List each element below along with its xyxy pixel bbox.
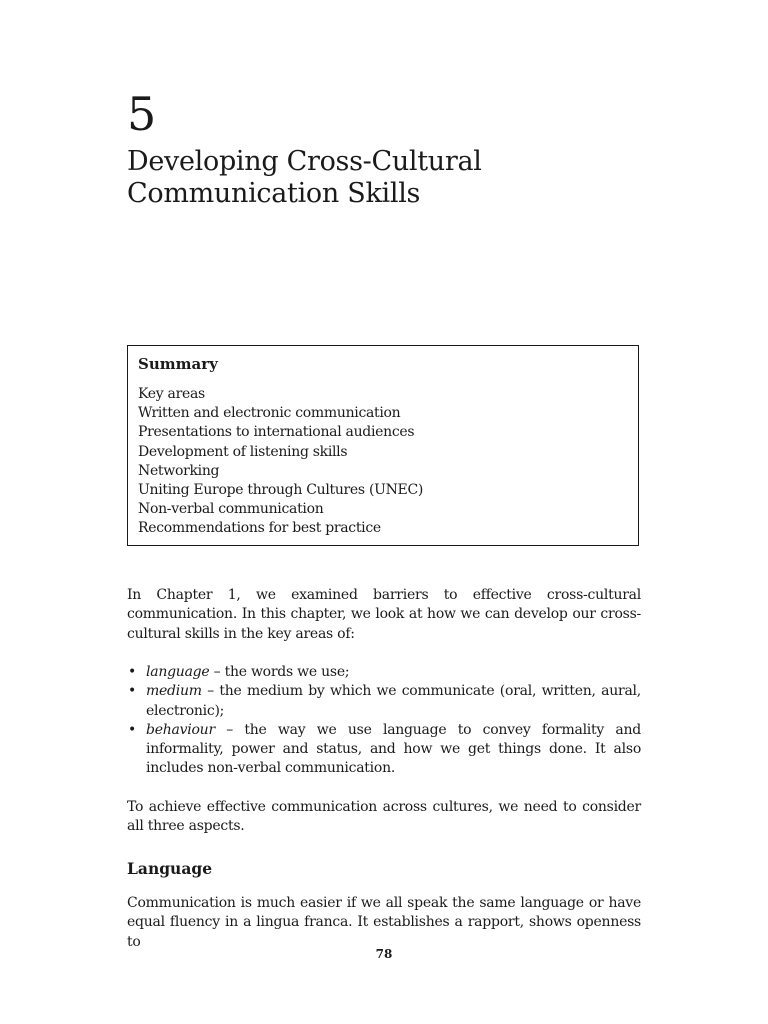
chapter-title-line-1: Developing Cross-Cultural: [127, 146, 482, 177]
chapter-title-line-2: Communication Skills: [127, 178, 421, 209]
language-paragraph: Communication is much easier if we all speak the same language or have equal fluency in a lingua franca. It establishes a rapport, shows openness to: [127, 895, 641, 950]
summary-box: [127, 345, 639, 546]
bullet-item-medium: [127, 682, 641, 721]
bullet-text: – the medium by which we communicate (oral, written, aural, electronic);: [146, 683, 641, 719]
section-heading-language: Language: [127, 859, 213, 878]
summary-item: Presentations to international audiences: [138, 424, 415, 441]
conclusion-paragraph: To achieve effective communication across cultures, we need to consider all three aspects.: [127, 799, 641, 835]
summary-item: Networking: [138, 462, 220, 479]
summary-heading: Summary: [138, 355, 218, 373]
summary-list: [138, 385, 628, 539]
bullet-icon: •: [128, 683, 137, 700]
bullet-term: medium: [146, 683, 202, 700]
bullet-item-language: [127, 663, 641, 682]
bullet-text: – the way we use language to convey formality and informality, power and status, and how we get things done. It also includes non-verbal communication.: [146, 721, 641, 777]
bullet-text: – the words we use;: [209, 664, 350, 680]
summary-item: Written and electronic communication: [138, 405, 401, 422]
bullet-term: language: [146, 664, 210, 680]
bullet-icon: •: [128, 721, 137, 738]
summary-item: Non-verbal communication: [138, 501, 324, 518]
chapter-title: [127, 146, 641, 210]
key-areas-list: [127, 663, 641, 779]
summary-item: Development of listening skills: [138, 443, 348, 460]
summary-item: Uniting Europe through Cultures (UNEC): [138, 482, 424, 499]
chapter-number: 5: [127, 87, 157, 141]
book-page: [127, 0, 641, 1024]
bullet-term: behaviour: [146, 721, 215, 738]
bullet-item-behaviour: [127, 721, 641, 779]
bullet-icon: •: [128, 664, 137, 680]
page-number: 78: [375, 947, 393, 961]
summary-item: Recommendations for best practice: [138, 520, 381, 537]
intro-paragraph: In Chapter 1, we examined barriers to effective cross-cultural communication. In this chapter, we look at how we can develop our cross-cultural skills in the key areas of:: [127, 587, 641, 642]
summary-item: Key areas: [138, 386, 205, 402]
